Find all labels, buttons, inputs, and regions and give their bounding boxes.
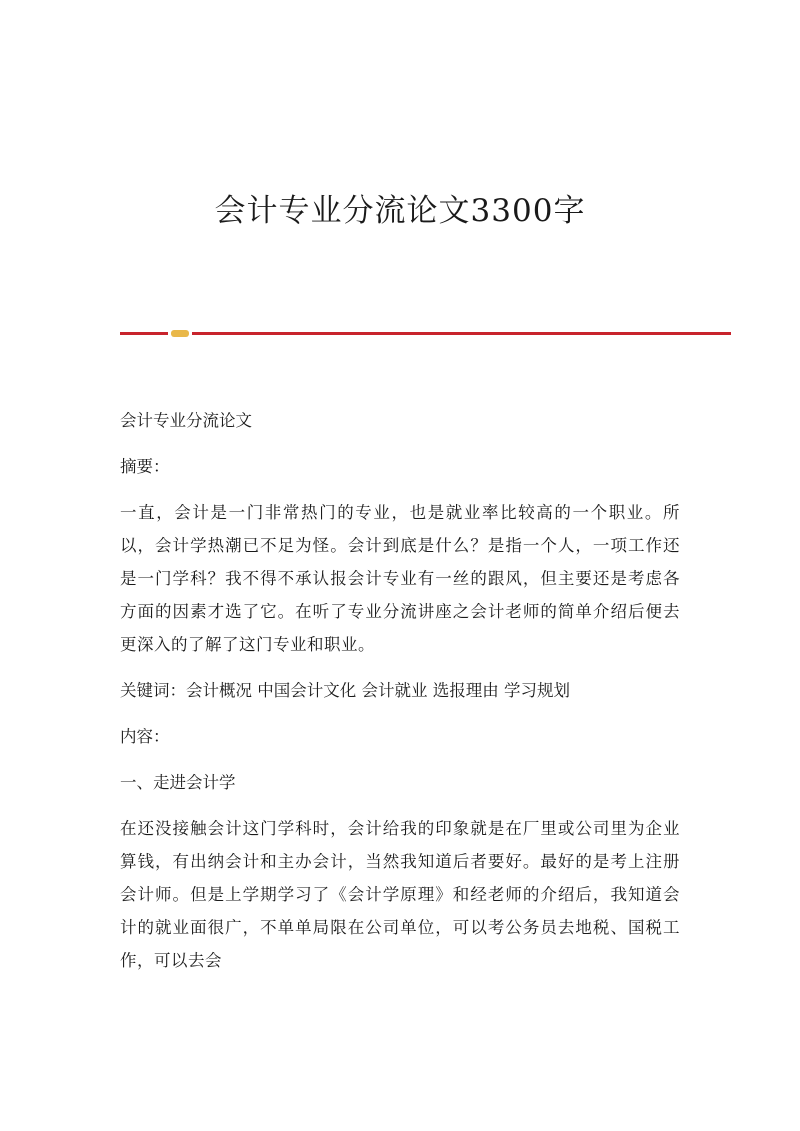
divider-line-right — [192, 332, 731, 335]
page-title: 会计专业分流论文3300字 — [214, 193, 586, 229]
divider-ornament-icon — [171, 330, 189, 337]
section-text: 在还没接触会计这门学科时，会计给我的印象就是在厂里或公司里为企业算钱，有出纳会计和主办会计，当然我知道后者要好。最好的是考上注册会计师。但是上学期学习了《会计学原理》和经老师的介绍后，我知道会计的就业面很广，不单单局限在公司单位，可以考公务员去地税、国税工作，可以去会 — [120, 819, 680, 970]
content-label: 内容： — [120, 727, 170, 746]
abstract-label: 摘要： — [120, 457, 170, 476]
abstract-text: 一直，会计是一门非常热门的专业，也是就业率比较高的一个职业。所以，会计学热潮已不足为怪。会计到底是什么？是指一个人，一项工作还是一门学科？我不得不承认报会计专业有一丝的跟风，但主要还是考虑各方面的因素才选了它。在听了专业分流讲座之会计老师的简单介绍后便去更深入的了解了这门专业和职业。 — [120, 503, 680, 654]
title-divider — [120, 330, 731, 338]
document-body — [120, 404, 680, 990]
section-heading: 一、走进会计学 — [120, 773, 236, 792]
subtitle: 会计专业分流论文 — [120, 411, 252, 430]
divider-line-left — [120, 332, 168, 335]
keywords: 关键词：会计概况 中国会计文化 会计就业 选报理由 学习规划 — [120, 681, 570, 700]
